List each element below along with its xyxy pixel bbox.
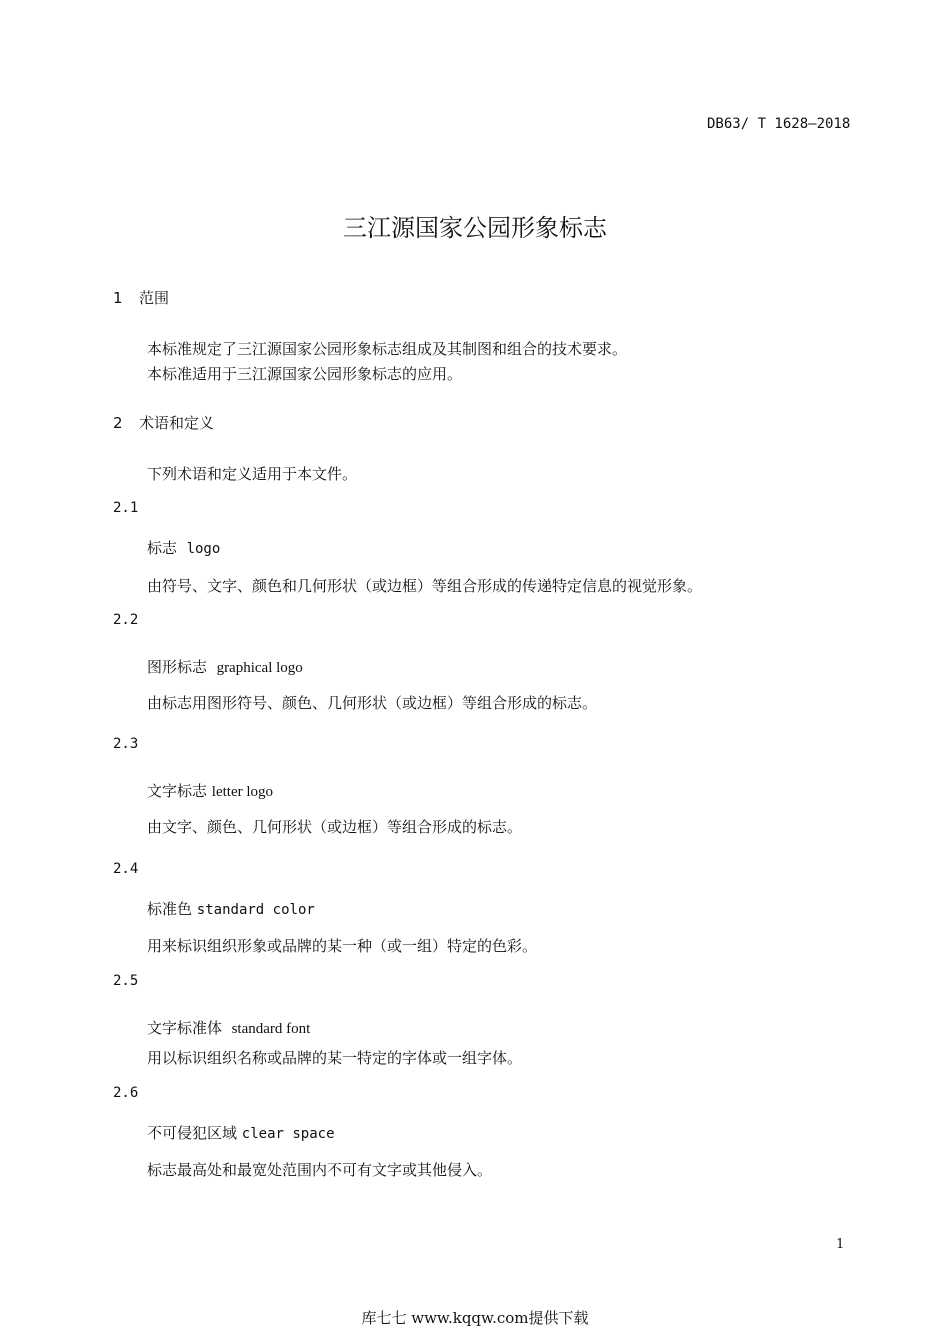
term-en: standard font [231,1021,311,1037]
term-en: graphical logo [216,660,303,676]
clause-number: 2.5 [113,973,139,989]
definition: 由符号、文字、颜色和几何形状（或边框）等组合形成的传递特定信息的视觉形象。 [147,577,703,595]
clause-number: 2.6 [113,1085,139,1101]
paragraph: 本标准规定了三江源国家公园形象标志组成及其制图和组合的技术要求。 [147,340,628,358]
footer-watermark: 库七七 www.kqqw.com提供下载 [361,1309,589,1327]
section-1-heading [113,287,169,308]
term-heading [147,656,303,677]
clause-number: 2.4 [113,861,139,877]
term-cn: 标准色 [147,900,193,918]
definition: 用来标识组织形象或品牌的某一种（或一组）特定的色彩。 [147,937,538,955]
term-en: clear space [241,1126,335,1142]
term-en: standard color [196,902,315,918]
section-number: 2 [113,414,123,432]
section-title: 术语和定义 [139,414,215,432]
term-cn: 图形标志 [147,658,208,676]
term-en: logo [186,541,221,557]
definition: 标志最高处和最宽处范围内不可有文字或其他侵入。 [147,1161,493,1179]
term-cn: 不可侵犯区域 [147,1124,238,1142]
term-heading [147,537,220,558]
term-heading [147,1122,335,1143]
standard-code: DB63/ T 1628—2018 [707,116,851,132]
paragraph: 本标准适用于三江源国家公园形象标志的应用。 [147,365,463,383]
term-heading [147,1017,310,1038]
term-heading [147,780,273,801]
definition: 由文字、颜色、几何形状（或边框）等组合形成的标志。 [147,818,523,836]
term-en: letter logo [211,784,274,800]
clause-number: 2.2 [113,612,139,628]
clause-number: 2.3 [113,736,139,752]
document-title: 三江源国家公园形象标志 [343,214,607,242]
page-number: 1 [836,1237,845,1252]
term-cn: 标志 [147,539,178,557]
section-number: 1 [113,289,123,307]
section-title: 范围 [139,289,170,307]
term-cn: 文字标志 [147,782,208,800]
definition: 由标志用图形符号、颜色、几何形状（或边框）等组合形成的标志。 [147,694,598,712]
section-2-heading [113,412,214,433]
paragraph: 下列术语和定义适用于本文件。 [147,465,358,483]
definition: 用以标识组织名称或品牌的某一特定的字体或一组字体。 [147,1049,523,1067]
clause-number: 2.1 [113,500,139,516]
term-cn: 文字标准体 [147,1019,223,1037]
term-heading [147,898,315,919]
